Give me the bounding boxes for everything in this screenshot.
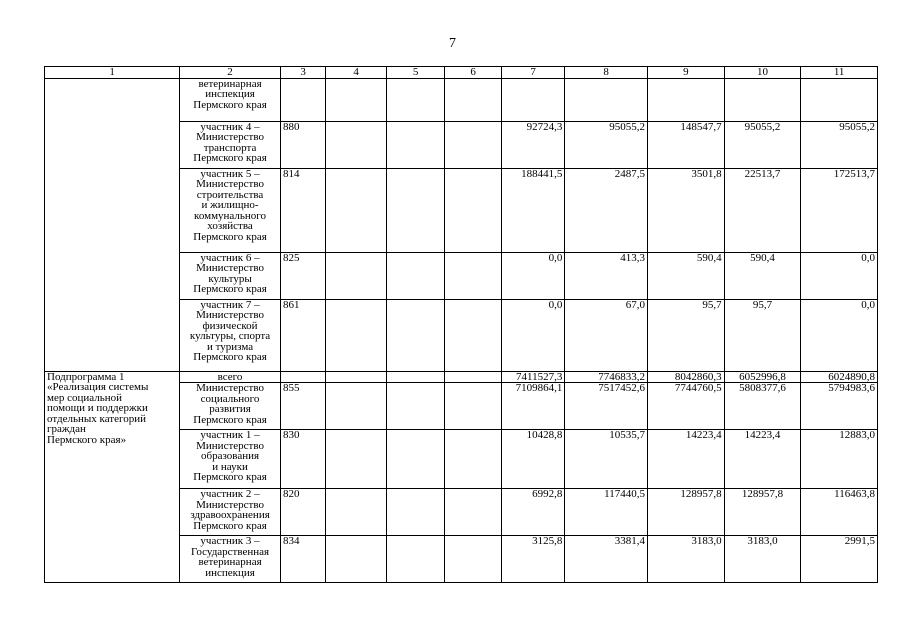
value-cell: 7744760,5	[648, 383, 725, 430]
value-cell: 5794983,6	[801, 383, 878, 430]
empty-cell	[445, 252, 501, 299]
empty-cell	[326, 78, 387, 121]
empty-cell	[445, 430, 501, 489]
value-cell: 67,0	[565, 299, 648, 371]
header-cell: 3	[280, 67, 325, 79]
header-cell: 8	[565, 67, 648, 79]
value-cell: 148547,7	[648, 121, 725, 168]
value-cell: 590,4	[648, 252, 725, 299]
header-cell: 4	[326, 67, 387, 79]
participant-name: участник 2 – Министерство здравоохранения Пермского края	[180, 489, 281, 536]
value-cell: 3381,4	[565, 536, 648, 583]
code-cell: 820	[280, 489, 325, 536]
participant-name: ветеринарная инспекция Пермского края	[180, 78, 281, 121]
value-cell: 6052996,8	[724, 371, 801, 383]
header-cell: 7	[501, 67, 565, 79]
empty-cell	[386, 78, 444, 121]
value-cell: 5808377,6	[724, 383, 801, 430]
value-cell: 2991,5	[801, 536, 878, 583]
table-row-total	[45, 371, 878, 383]
empty-cell	[445, 489, 501, 536]
code-cell: 880	[280, 121, 325, 168]
participant-name: участник 5 – Министерство строительства и жилищно- коммунального хозяйства Пермского края	[180, 168, 281, 252]
participant-name: участник 7 – Министерство физической культуры, спорта и туризма Пермского края	[180, 299, 281, 371]
value-cell: 6992,8	[501, 489, 565, 536]
empty-cell	[445, 78, 501, 121]
value-cell: 188441,5	[501, 168, 565, 252]
value-cell: 128957,8	[724, 489, 801, 536]
value-cell: 116463,8	[801, 489, 878, 536]
value-cell	[801, 78, 878, 121]
participant-name: участник 3 – Государственная ветеринарная инспекция	[180, 536, 281, 583]
value-cell: 0,0	[801, 252, 878, 299]
value-cell: 10535,7	[565, 430, 648, 489]
value-cell: 117440,5	[565, 489, 648, 536]
value-cell: 12883,0	[801, 430, 878, 489]
value-cell: 95055,2	[724, 121, 801, 168]
table-row	[45, 78, 878, 121]
value-cell	[501, 78, 565, 121]
code-cell: 814	[280, 168, 325, 252]
value-cell: 590,4	[724, 252, 801, 299]
header-cell: 2	[180, 67, 281, 79]
value-cell: 2487,5	[565, 168, 648, 252]
participant-name: участник 1 – Министерство образования и науки Пермского края	[180, 430, 281, 489]
empty-cell	[326, 121, 387, 168]
value-cell: 413,3	[565, 252, 648, 299]
value-cell: 95,7	[724, 299, 801, 371]
empty-cell	[326, 371, 387, 383]
empty-cell	[445, 299, 501, 371]
empty-cell	[326, 168, 387, 252]
code-cell: 834	[280, 536, 325, 583]
empty-cell	[326, 299, 387, 371]
value-cell: 95055,2	[801, 121, 878, 168]
value-cell: 0,0	[801, 299, 878, 371]
value-cell: 22513,7	[724, 168, 801, 252]
value-cell: 3125,8	[501, 536, 565, 583]
empty-cell	[386, 536, 444, 583]
value-cell: 8042860,3	[648, 371, 725, 383]
code-cell: 830	[280, 430, 325, 489]
participant-name: всего	[180, 371, 281, 383]
header-cell: 9	[648, 67, 725, 79]
value-cell: 7517452,6	[565, 383, 648, 430]
value-cell: 0,0	[501, 299, 565, 371]
empty-cell	[386, 371, 444, 383]
value-cell: 6024890,8	[801, 371, 878, 383]
value-cell: 128957,8	[648, 489, 725, 536]
value-cell: 7411527,3	[501, 371, 565, 383]
empty-cell	[445, 168, 501, 252]
value-cell: 3501,8	[648, 168, 725, 252]
empty-cell	[386, 383, 444, 430]
budget-table	[44, 66, 878, 583]
value-cell: 7746833,2	[565, 371, 648, 383]
code-cell: 855	[280, 383, 325, 430]
value-cell: 3183,0	[724, 536, 801, 583]
header-cell: 5	[386, 67, 444, 79]
empty-cell	[326, 252, 387, 299]
empty-cell	[386, 489, 444, 536]
value-cell: 0,0	[501, 252, 565, 299]
code-cell	[280, 78, 325, 121]
participant-name: участник 4 – Министерство транспорта Пермского края	[180, 121, 281, 168]
empty-cell	[386, 430, 444, 489]
empty-cell	[326, 430, 387, 489]
subprogram-title: Подпрограмма 1 «Реализация системы мер социальной помощи и поддержки отдельных категорий граждан Пермского края»	[45, 371, 180, 583]
value-cell: 95,7	[648, 299, 725, 371]
value-cell: 172513,7	[801, 168, 878, 252]
value-cell: 10428,8	[501, 430, 565, 489]
value-cell	[724, 78, 801, 121]
code-cell	[280, 371, 325, 383]
empty-cell	[386, 168, 444, 252]
empty-cell	[445, 121, 501, 168]
header-cell: 11	[801, 67, 878, 79]
code-cell: 825	[280, 252, 325, 299]
header-cell: 10	[724, 67, 801, 79]
empty-cell	[326, 489, 387, 536]
empty-cell	[386, 121, 444, 168]
value-cell	[565, 78, 648, 121]
value-cell: 14223,4	[724, 430, 801, 489]
value-cell: 14223,4	[648, 430, 725, 489]
empty-cell	[386, 299, 444, 371]
program-cell-empty	[45, 78, 180, 371]
value-cell: 95055,2	[565, 121, 648, 168]
value-cell: 92724,3	[501, 121, 565, 168]
value-cell: 3183,0	[648, 536, 725, 583]
empty-cell	[386, 252, 444, 299]
empty-cell	[326, 383, 387, 430]
page-number: 7	[449, 36, 456, 51]
empty-cell	[445, 383, 501, 430]
header-cell: 6	[445, 67, 501, 79]
empty-cell	[445, 536, 501, 583]
participant-name: Министерство социального развития Пермского края	[180, 383, 281, 430]
code-cell: 861	[280, 299, 325, 371]
empty-cell	[445, 371, 501, 383]
empty-cell	[326, 536, 387, 583]
header-row	[45, 67, 878, 79]
value-cell	[648, 78, 725, 121]
value-cell: 7109864,1	[501, 383, 565, 430]
header-cell: 1	[45, 67, 180, 79]
participant-name: участник 6 – Министерство культуры Пермского края	[180, 252, 281, 299]
